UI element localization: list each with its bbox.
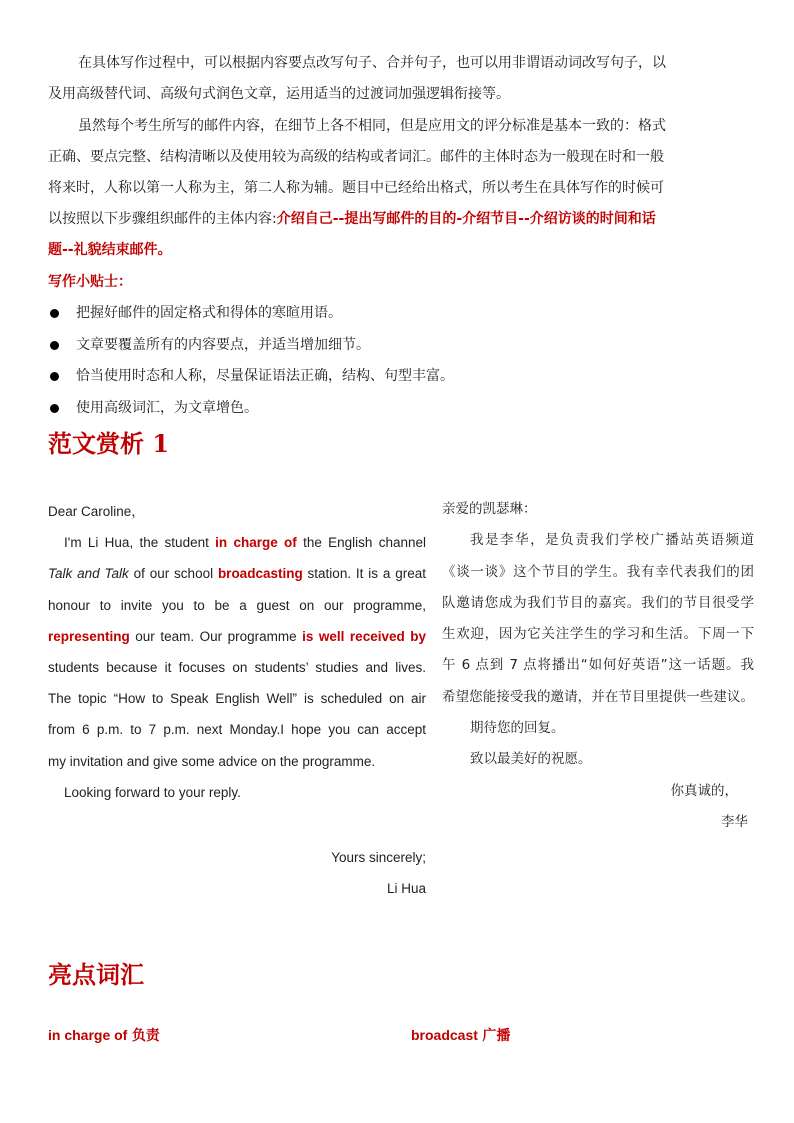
letter-chinese: [442, 494, 754, 838]
letter-en-line: from 6 p.m. to 7 p.m. next Monday.I hope you can accept: [48, 722, 426, 738]
intro-p2-line2: 正确、要点完整、结构清晰以及使用较为高级的结构或者词汇。邮件的主体时态为一般现在时和一般: [48, 149, 664, 165]
vocab-cn: 广播: [482, 1028, 511, 1044]
vocab-en: in charge of: [48, 1027, 128, 1043]
highlight-phrase: broadcasting: [217, 566, 303, 582]
letter-cn-line: 午 6 点到 7 点将播出“如何好英语”这一话题。我: [442, 657, 754, 674]
tip-item: [48, 393, 748, 425]
intro-p2-line1: 虽然每个考生所写的邮件内容，在细节上各不相同，但是应用文的评分标准是基本一致的：格式: [78, 118, 666, 134]
vocab-item: [411, 1024, 510, 1047]
intro-p2-line5: 题--礼貌结束邮件。: [48, 242, 172, 258]
letter-en-closing: Yours sincerely;: [331, 850, 426, 865]
letter-cn-line: 致以最美好的祝愿。: [470, 751, 592, 768]
steps-lead: 以按照以下步骤组织邮件的主体内容:: [48, 211, 277, 227]
vocab-en: broadcast: [411, 1027, 478, 1043]
bullet-dot-icon: [50, 404, 59, 413]
text-run: our team. Our programme: [129, 628, 303, 644]
tip-item: [48, 330, 748, 362]
text-run: station. It is a great: [302, 566, 426, 582]
letter-cn-closing: 你真诚的，: [670, 782, 738, 799]
tip-text: 使用高级词汇，为文章增色。: [76, 399, 258, 416]
intro-p1-line1: 在具体写作过程中，可以根据内容要点改写句子、合并句子，也可以用非谓语动词改写句子，以: [78, 55, 666, 71]
tips-title: 写作小贴士：: [48, 274, 132, 290]
vocab-item: [48, 1024, 160, 1047]
letter-en-line: honour to invite you to be a guest on our programme,: [48, 597, 426, 613]
letter-cn-line: 我是李华，是负责我们学校广播站英语频道: [470, 532, 754, 549]
intro-paragraph-2: [48, 111, 748, 266]
intro-p2-line3: 将来时，人称以第一人称为主，第二人称为辅。题目中已经给出格式，所以考生在具体写作的时候可: [48, 180, 664, 196]
steps-highlight: 介绍自己--提出写邮件的目的-介绍节目--介绍访谈的时间和话: [276, 211, 656, 227]
highlight-phrase: representing: [48, 628, 130, 644]
bullet-dot-icon: [50, 309, 59, 318]
letter-cn-name: 李华: [721, 813, 748, 830]
letter-cn-line: 生欢迎，因为它关注学生的学习和生活。下周一下: [442, 626, 754, 643]
highlight-phrase: is well received by: [302, 628, 426, 644]
intro-p2-line4: [48, 204, 748, 235]
letter-cn-line: 希望您能接受我的邀请，并在节目里提供一些建议。: [442, 688, 754, 705]
letter-en-name: Li Hua: [386, 881, 426, 896]
text-run: I'm Li Hua, the student: [64, 535, 216, 551]
letter-cn-line: 期待您的回复。: [470, 720, 565, 737]
letter-en-line: Looking forward to your reply.: [64, 784, 241, 800]
tips-list: [48, 298, 748, 424]
section-title-highlight-vocab: 亮点词汇: [48, 960, 144, 989]
tip-item: [48, 298, 748, 330]
letter-en-line: my invitation and give some advice on the programme.: [48, 753, 376, 769]
tip-item: [48, 361, 748, 393]
text-run: the English channel: [296, 535, 426, 551]
letter-cn-line: 队邀请您成为我们节目的嘉宾。我们的节目很受学: [442, 594, 754, 611]
letter-en-line: [48, 621, 426, 652]
bullet-dot-icon: [50, 341, 59, 350]
section-title-sample-essay: 范文赏析 1: [48, 429, 170, 458]
letter-en-line: The topic “How to Speak English Well” is scheduled on air: [48, 691, 426, 707]
text-run: of our school: [128, 566, 218, 582]
letter-en-line: [48, 527, 426, 558]
letter-english: [48, 496, 426, 808]
letter-en-greeting: Dear Caroline，: [48, 504, 145, 519]
tip-text: 恰当使用时态和人称，尽量保证语法正确，结构、句型丰富。: [76, 368, 454, 384]
letter-en-signature: [226, 842, 426, 904]
vocab-cn: 负责: [131, 1028, 160, 1044]
tip-text: 把握好邮件的固定格式和得体的寒暄用语。: [76, 305, 342, 321]
letter-cn-greeting: 亲爱的凯瑟琳：: [442, 501, 537, 517]
letter-cn-line: 《谈一谈》这个节目的学生。我有幸代表我们的团: [442, 563, 754, 580]
program-name: Talk and Talk: [48, 566, 129, 582]
letter-en-line: [48, 558, 426, 589]
tip-text: 文章要覆盖所有的内容要点，并适当增加细节。: [76, 336, 370, 353]
intro-paragraph-1: [48, 48, 748, 110]
highlight-phrase: in charge of: [215, 535, 297, 551]
intro-p1-line2: 及用高级替代词、高级句式润色文章，运用适当的过渡词加强逻辑衔接等。: [48, 86, 510, 102]
bullet-dot-icon: [50, 372, 59, 381]
letter-en-line: students because it focuses on students’ studies and lives.: [48, 659, 426, 675]
